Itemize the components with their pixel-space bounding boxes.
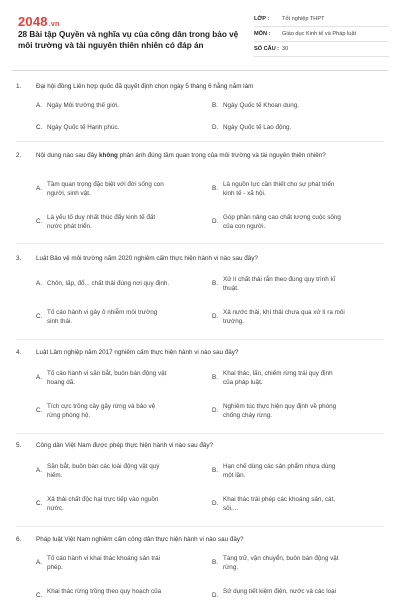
question-text-after: phản ánh đúng tầm quan trọng của môi trường và tài nguyên thiên nhiên? xyxy=(117,152,326,159)
option-line-2: nước. xyxy=(47,505,64,512)
option-line-1: Khai thác, lấn, chiếm rừng trái quy định xyxy=(223,370,333,377)
option-2b[interactable] xyxy=(212,180,384,198)
option-5a[interactable] xyxy=(36,462,208,480)
meta-value: Giáo dục Kinh tế và Pháp luật xyxy=(282,31,357,37)
option-letter: C. xyxy=(36,218,43,225)
option-line-1: Là nguồn lực cần thiết cho sự phát triển xyxy=(223,181,335,188)
question-divider xyxy=(16,243,384,244)
question-text-before: Nội dung nào sau đây xyxy=(36,152,100,159)
option-letter: D. xyxy=(212,313,219,320)
document-meta xyxy=(254,12,389,57)
option-line-2: rừng phòng hộ. xyxy=(47,412,91,419)
option-line-1: Chôn, lấp, đổ... chất thải đúng nơi quy định. xyxy=(47,280,170,287)
meta-row-class xyxy=(254,12,389,27)
option-line-1: Nghiêm túc thực hiện quy định về phòng xyxy=(223,403,337,410)
question-divider xyxy=(16,526,384,527)
option-text: Ngày Quốc tế Lao động. xyxy=(223,124,292,131)
meta-key: LỚP : xyxy=(254,16,270,22)
option-letter: B. xyxy=(212,559,218,566)
question-divider xyxy=(16,141,384,142)
option-line-1: Xả thải chất độc hại trực tiếp vào nguồn xyxy=(47,496,159,503)
option-letter: D. xyxy=(212,500,219,507)
option-6d[interactable] xyxy=(212,587,384,597)
option-line-2: của con người. xyxy=(223,223,266,230)
option-letter: C. xyxy=(36,592,43,599)
option-line-2: sinh thái. xyxy=(47,318,73,325)
option-line-1: Tầm quan trọng đặc biệt với đời sống con xyxy=(47,181,164,188)
option-letter: B. xyxy=(212,374,218,381)
question-text: Pháp luật Việt Nam nghiêm cấm công dân thực hiện hành vi nào sau đây? xyxy=(36,536,244,543)
meta-value: Tốt nghiệp THPT xyxy=(282,16,325,22)
question-number: 6. xyxy=(16,536,22,543)
option-letter: A. xyxy=(36,467,42,474)
option-2a[interactable] xyxy=(36,180,208,198)
option-letter: A. xyxy=(36,374,42,381)
question-text: Đại hội đồng Liên hợp quốc đã quyết định chọn ngày 5 tháng 6 hằng năm làm xyxy=(36,83,254,90)
question-divider xyxy=(16,339,384,340)
option-line-2: rừng. xyxy=(223,564,239,571)
option-line-2: người, sinh vật. xyxy=(47,190,91,197)
option-line-1: Tàng trữ, vận chuyển, buôn bán động vật xyxy=(223,555,339,562)
option-letter: A. xyxy=(36,559,42,566)
logo-main: 2048 xyxy=(18,14,48,29)
question-text-emphasis: không xyxy=(99,152,118,159)
option-2d[interactable] xyxy=(212,213,384,231)
option-letter: D. xyxy=(212,124,219,131)
meta-row-count xyxy=(254,42,389,57)
option-line-2: của pháp luật. xyxy=(223,379,263,386)
option-line-1: Xả nước thải, khí thải chưa qua xử lí ra môi xyxy=(223,309,345,316)
option-4c[interactable] xyxy=(36,402,208,420)
option-4d[interactable] xyxy=(212,402,384,420)
question-number: 4. xyxy=(16,349,22,356)
option-line-1: Xử lí chất thải rắn theo đúng quy trình kĩ xyxy=(223,276,336,283)
option-line-2: trường. xyxy=(223,318,244,325)
document-header xyxy=(0,0,400,68)
option-line-2: một lần. xyxy=(223,472,246,479)
option-line-2: kinh tế - xã hội. xyxy=(223,190,266,197)
option-line-1: Tố cáo hành vi khai thác khoáng sản trái xyxy=(47,555,161,562)
option-line-2: nước phát triển. xyxy=(47,223,92,230)
option-3a[interactable] xyxy=(36,279,208,297)
question-text xyxy=(36,151,381,160)
option-4a[interactable] xyxy=(36,369,208,387)
option-letter: D. xyxy=(212,592,219,599)
option-line-2: sỏi,... xyxy=(223,505,239,512)
meta-row-subject xyxy=(254,27,389,42)
option-line-1: Tích cực trồng cây gây rừng và bảo vệ xyxy=(47,403,156,410)
option-line-2: hiếm. xyxy=(47,472,63,479)
option-letter: A. xyxy=(36,280,42,287)
option-3c[interactable] xyxy=(36,308,208,326)
question-2 xyxy=(16,151,384,169)
option-6b[interactable] xyxy=(212,554,384,572)
option-4b[interactable] xyxy=(212,369,384,387)
question-number: 2. xyxy=(16,152,22,159)
option-line-2: thuật. xyxy=(223,285,239,292)
option-letter: B. xyxy=(212,280,218,287)
option-letter: D. xyxy=(212,407,219,414)
question-number: 3. xyxy=(16,255,22,262)
meta-value: 30 xyxy=(282,46,289,52)
meta-key: MÔN : xyxy=(254,31,271,37)
option-5c[interactable] xyxy=(36,495,208,513)
option-letter: D. xyxy=(212,218,219,225)
option-6a[interactable] xyxy=(36,554,208,572)
option-line-1: Khai thác rừng trồng theo quy hoạch của xyxy=(47,588,162,595)
option-letter: B. xyxy=(212,102,218,109)
option-line-1: Khai thác trái phép các khoáng sản, cát, xyxy=(223,496,336,503)
option-line-1: Săn bắt, buôn bán các loài động vật quý xyxy=(47,463,160,470)
option-letter: B. xyxy=(212,185,218,192)
option-letter: A. xyxy=(36,185,42,192)
question-text: Luật Lâm nghiệp năm 2017 nghiêm cấm thực hiện hành vi nào sau đây? xyxy=(36,349,239,356)
option-letter: C. xyxy=(36,500,43,507)
option-line-2: hoang dã. xyxy=(47,379,76,386)
option-line-1: Là yếu tố duy nhất thúc đẩy kinh tế đất xyxy=(47,214,156,221)
header-divider xyxy=(12,70,388,71)
option-letter: C. xyxy=(36,407,43,414)
question-divider xyxy=(16,433,384,434)
option-line-2: phép. xyxy=(47,564,63,571)
option-line-1: Hạn chế dùng các sản phẩm nhựa dùng xyxy=(223,463,336,470)
option-text: Ngày Môi trường thế giới. xyxy=(47,102,119,109)
option-line-1: Góp phần nâng cao chất lượng cuộc sống xyxy=(223,214,341,221)
option-letter: A. xyxy=(36,102,42,109)
option-line-1: Sử dụng tiết kiệm điện, nước và các loại xyxy=(223,588,337,595)
option-5d[interactable] xyxy=(212,495,384,513)
option-text: Ngày Quốc tế Khoan dung. xyxy=(223,102,299,109)
option-line-1: Tố cáo hành vi săn bắt, buôn bán động vật xyxy=(47,370,167,377)
question-number: 1. xyxy=(16,83,22,90)
option-3b[interactable] xyxy=(212,275,384,293)
meta-key: SỐ CÂU : xyxy=(254,46,280,52)
option-letter: C. xyxy=(36,124,43,131)
option-line-1: Tố cáo hành vi gây ô nhiễm môi trường xyxy=(47,309,158,316)
document-title: 28 Bài tập Quyền và nghĩa vụ của công dân trong bảo vệ môi trường và tài nguyên thiên nhiên có đáp án xyxy=(18,30,239,50)
question-text: Công dân Việt Nam được phép thực hiện hành vi nào sau đây? xyxy=(36,442,213,449)
option-line-2: chống cháy rừng. xyxy=(223,412,273,419)
logo-suffix: .vn xyxy=(48,21,60,28)
site-logo[interactable] xyxy=(18,14,59,29)
option-3d[interactable] xyxy=(212,308,384,326)
option-letter: B. xyxy=(212,467,218,474)
option-6c[interactable] xyxy=(36,587,208,597)
question-text: Luật Bảo vệ môi trường năm 2020 nghiêm cấm thực hiện hành vi nào sau đây? xyxy=(36,255,258,262)
option-text: Ngày Quốc tế Hạnh phúc. xyxy=(47,124,120,131)
option-letter: C. xyxy=(36,313,43,320)
question-number: 5. xyxy=(16,442,22,449)
option-5b[interactable] xyxy=(212,462,384,480)
option-2c[interactable] xyxy=(36,213,208,231)
